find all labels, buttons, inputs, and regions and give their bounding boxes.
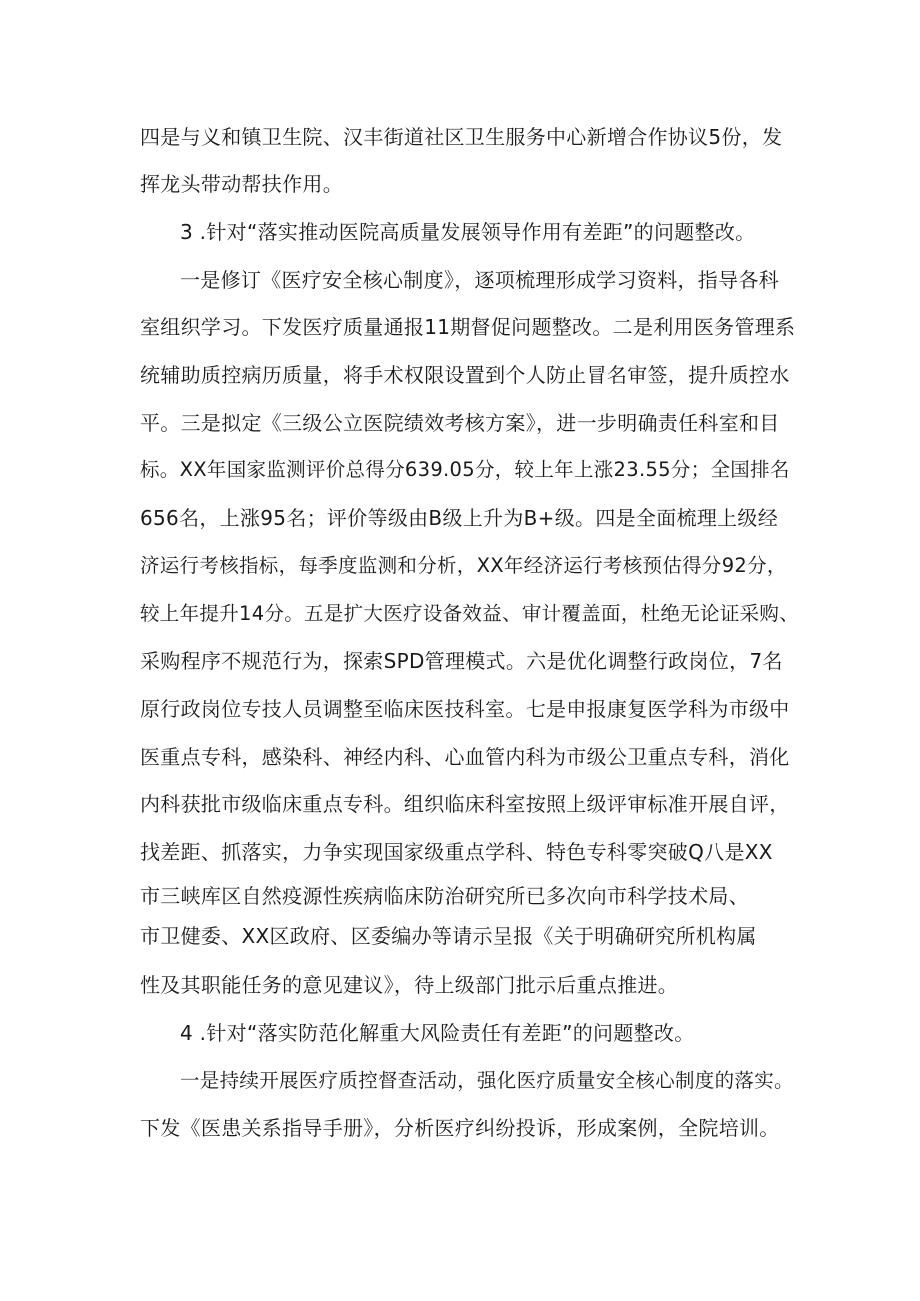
text-line: 一是修订《医疗安全核心制度》，逐项梳理形成学习资料，指导各科 bbox=[180, 268, 779, 292]
text-line: 济运行考核指标，每季度监测和分析，XX年经济运行考核预估得分92分， bbox=[140, 554, 787, 577]
text-line: 室组织学习。下发医疗质量通报11期督促问题整改。二是利用医务管理系 bbox=[140, 315, 796, 339]
text-line: 医重点专科，感染科、神经内科、心血管内科为市级公卫重点专科，消化 bbox=[140, 745, 790, 769]
text-line: 内科获批市级临床重点专科。组织临床科室按照上级评审标准开展自评， bbox=[140, 792, 790, 816]
text-line: 下发《医患关系指导手册》，分析医疗纠纷投诉，形成案例，全院培训。 bbox=[140, 1116, 780, 1140]
text-line: 一是持续开展医疗质控督查活动，强化医疗质量安全核心制度的落实。 bbox=[180, 1069, 794, 1092]
text-line: 市卫健委、XX区政府、区委编办等请示呈报《关于明确研究所机构属 bbox=[140, 924, 757, 948]
text-line: 市三峡库区自然疫源性疾病临床防治研究所已多次向市科学技术局、 bbox=[140, 884, 749, 908]
section-heading: 4 .针对“落实防范化解重大风险责任有差距”的问题整改。 bbox=[180, 1021, 695, 1045]
text-line: 性及其职能任务的意见建议》，待上级部门批示后重点推进。 bbox=[140, 973, 679, 997]
text-line: 平。三是拟定《三级公立医院绩效考核方案》，进一步明确责任科室和目 bbox=[140, 411, 780, 435]
text-line: 原行政岗位专技人员调整至临床医技科室。七是申报康复医学科为市级中 bbox=[140, 697, 790, 721]
text-line: 找差距、抓落实，力争实现国家级重点学科、特色专科零突破Q八是XX bbox=[140, 840, 773, 864]
text-line: 挥龙头带动帮扶作用。 bbox=[140, 172, 343, 196]
text-line: 采购程序不规范行为，探索SPD管理模式。六是优化调整行政岗位，7名 bbox=[140, 649, 783, 673]
text-line: 656名，上涨95名；评价等级由B级上升为B+级。四是全面梳理上级经 bbox=[140, 506, 779, 530]
text-line: 较上年提升14分。五是扩大医疗设备效益、审计覆盖面，杜绝无论证采购、 bbox=[140, 602, 800, 625]
text-line: 四是与义和镇卫生院、汉丰街道社区卫生服务中心新增合作协议5份，发 bbox=[140, 125, 783, 149]
text-line: 统辅助质控病历质量，将手术权限设置到个人防止冒名审签，提升质控水 bbox=[140, 363, 790, 387]
text-line: 标。XX年国家监测评价总得分639.05分，较上年上涨23.55分；全国排名 bbox=[140, 458, 790, 481]
section-heading: 3 .针对“落实推动医院高质量发展领导作用有差距”的问题整改。 bbox=[180, 220, 756, 244]
